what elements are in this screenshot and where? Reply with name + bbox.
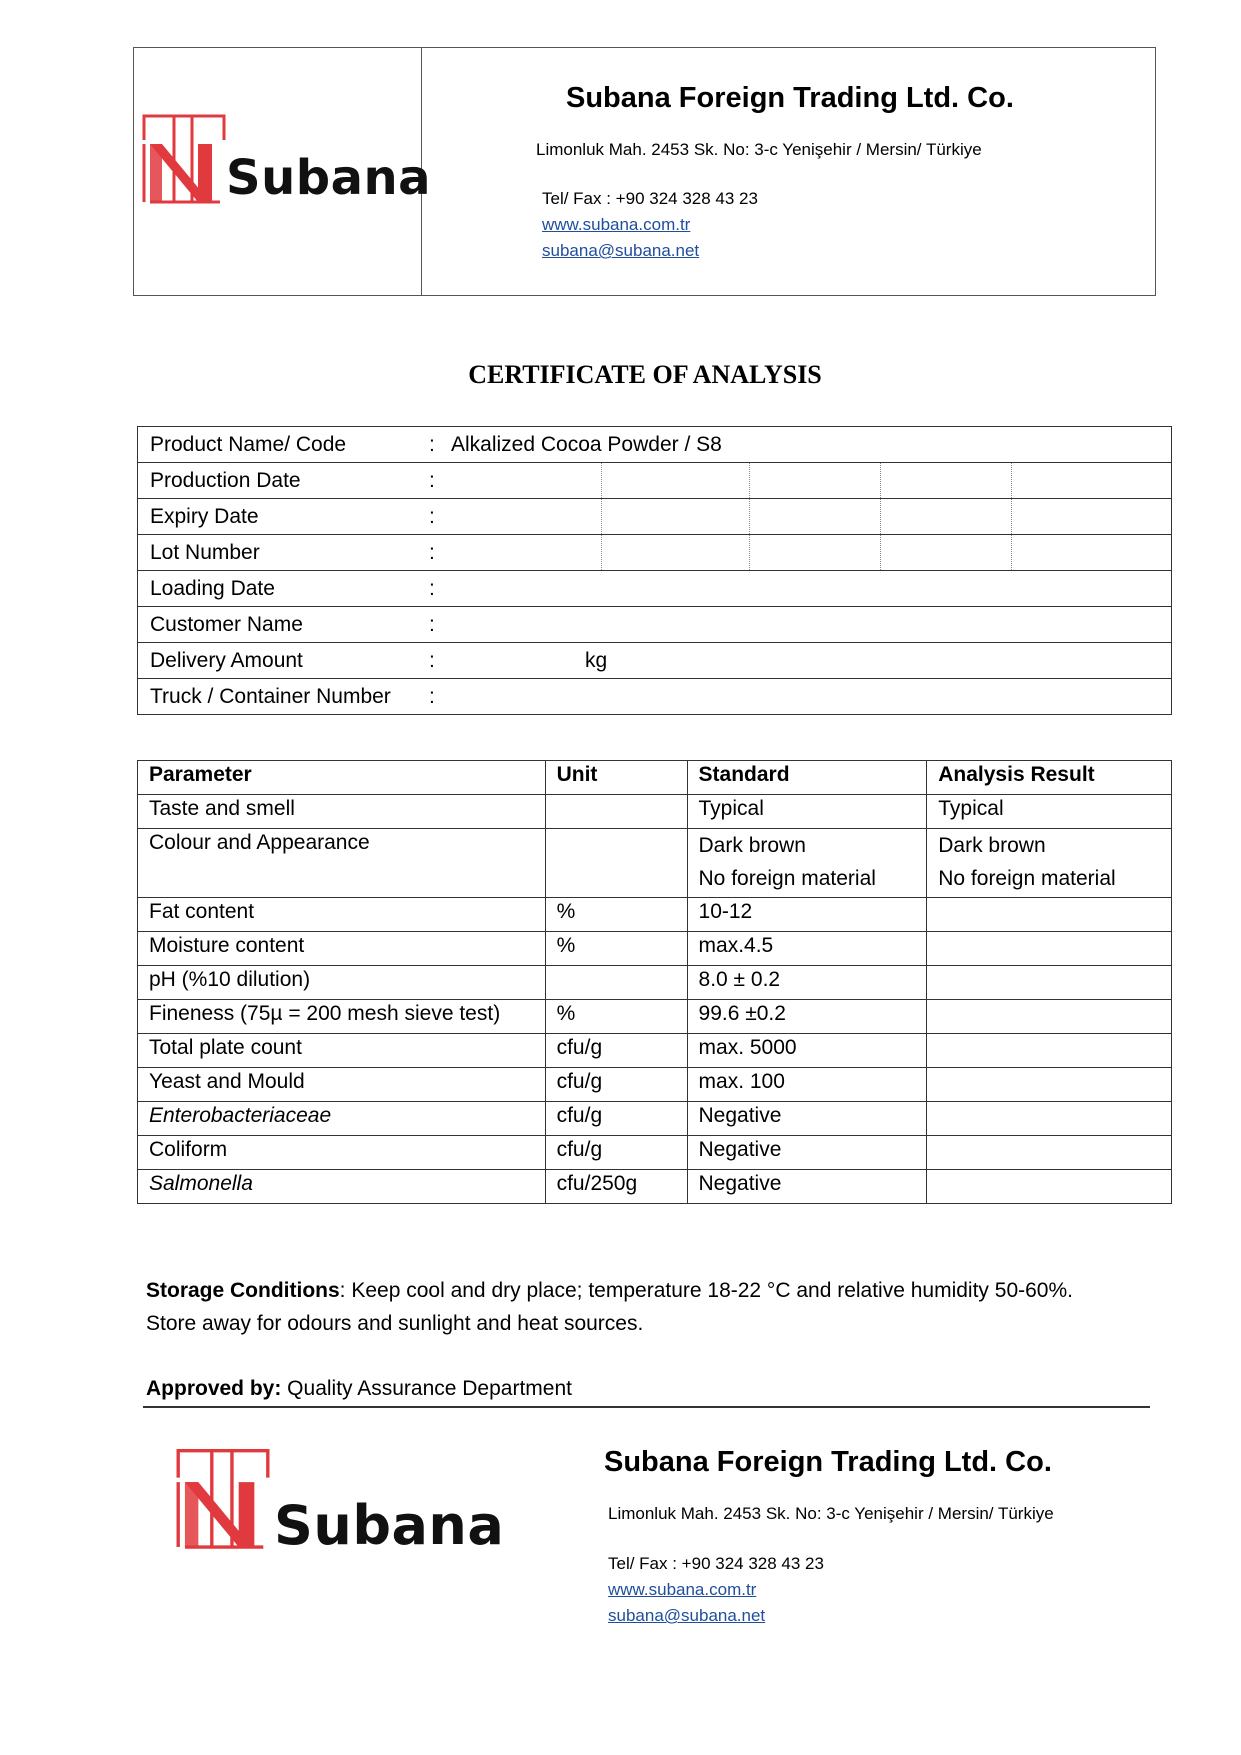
- info-label: Customer Name: [138, 607, 426, 643]
- info-cell: [750, 463, 881, 499]
- param-name: Moisture content: [138, 932, 546, 966]
- footer-email-link[interactable]: subana@subana.net: [608, 1606, 766, 1625]
- analysis-table: [137, 760, 1172, 1204]
- footer-company-name: Subana Foreign Trading Ltd. Co.: [604, 1446, 1052, 1478]
- footer-divider: [143, 1406, 1150, 1408]
- analysis-header-row: [138, 761, 1172, 795]
- param-unit: cfu/g: [545, 1136, 687, 1170]
- info-colon: :: [425, 679, 445, 715]
- product-info-table: [137, 426, 1172, 715]
- result-line: Dark brown: [938, 834, 1046, 857]
- analysis-row: [138, 1034, 1172, 1068]
- company-address: Limonluk Mah. 2453 Sk. No: 3-c Yenişehir / Mersin/ Türkiye: [536, 140, 982, 159]
- param-result: Typical: [927, 795, 1172, 829]
- document-title: CERTIFICATE OF ANALYSIS: [468, 360, 822, 389]
- analysis-row: [138, 1136, 1172, 1170]
- info-cell: [881, 463, 1012, 499]
- info-label: Delivery Amount: [138, 643, 426, 679]
- analysis-row: [138, 966, 1172, 1000]
- param-name: Yeast and Mould: [138, 1068, 546, 1102]
- param-standard: Negative: [687, 1170, 927, 1204]
- subana-logo-icon: [140, 110, 228, 210]
- info-cell: [602, 535, 750, 571]
- param-result: [927, 1136, 1172, 1170]
- info-label: Truck / Container Number: [138, 679, 426, 715]
- info-value: [445, 427, 1172, 463]
- info-cell: [750, 535, 881, 571]
- info-value: [445, 679, 1172, 715]
- info-value: [445, 499, 602, 535]
- param-unit: [545, 966, 687, 1000]
- analysis-row: [138, 932, 1172, 966]
- info-row: [138, 427, 1172, 463]
- header-standard: Standard: [687, 761, 927, 795]
- info-row: [138, 607, 1172, 643]
- info-cell: [1012, 463, 1172, 499]
- logo-word: Subana: [226, 150, 432, 206]
- info-colon: :: [425, 499, 445, 535]
- info-label: Product Name/ Code: [138, 427, 426, 463]
- info-row: [138, 643, 1172, 679]
- param-standard: max. 100: [687, 1068, 927, 1102]
- footer-logo-word: Subana: [274, 1494, 505, 1557]
- param-standard: Negative: [687, 1102, 927, 1136]
- info-value: [445, 607, 1172, 643]
- param-name: Fineness (75µ = 200 mesh sieve test): [138, 1000, 546, 1034]
- info-label: Expiry Date: [138, 499, 426, 535]
- info-cell: [602, 463, 750, 499]
- storage-text-2: Store away for odours and sunlight and heat sources.: [146, 1312, 644, 1335]
- storage-conditions: [146, 1274, 1156, 1340]
- analysis-row: [138, 1068, 1172, 1102]
- info-cell: [750, 499, 881, 535]
- param-unit: [545, 829, 687, 898]
- footer-website-link[interactable]: www.subana.com.tr: [608, 1580, 757, 1599]
- footer-contact-block: [608, 1551, 824, 1629]
- footer-phone-fax: Tel/ Fax : +90 324 328 43 23: [608, 1554, 824, 1573]
- storage-text: : Keep cool and dry place; temperature 18-22 °C and relative humidity 50-60%.: [339, 1279, 1073, 1302]
- standard-line: No foreign material: [698, 867, 876, 890]
- param-result: [927, 1068, 1172, 1102]
- website-link[interactable]: www.subana.com.tr: [542, 215, 691, 234]
- info-value: [445, 535, 602, 571]
- param-standard: max.4.5: [687, 932, 927, 966]
- result-line: No foreign material: [938, 867, 1116, 890]
- info-cell: [1012, 499, 1172, 535]
- param-name: Enterobacteriaceae: [138, 1102, 546, 1136]
- info-row: [138, 571, 1172, 607]
- param-name: Coliform: [138, 1136, 546, 1170]
- param-name: Taste and smell: [138, 795, 546, 829]
- info-colon: :: [425, 571, 445, 607]
- param-unit: cfu/g: [545, 1034, 687, 1068]
- info-unit: kg: [585, 648, 608, 672]
- header-parameter: Parameter: [138, 761, 546, 795]
- info-value-text: Alkalized Cocoa Powder / S8: [451, 432, 722, 456]
- footer-company-address: Limonluk Mah. 2453 Sk. No: 3-c Yenişehir / Mersin/ Türkiye: [608, 1504, 1054, 1523]
- info-cell: [881, 499, 1012, 535]
- analysis-row: [138, 898, 1172, 932]
- analysis-row: [138, 1102, 1172, 1136]
- info-label: Loading Date: [138, 571, 426, 607]
- contact-block: [542, 186, 758, 264]
- param-result: [927, 1000, 1172, 1034]
- param-result: [927, 1102, 1172, 1136]
- company-name: Subana Foreign Trading Ltd. Co.: [566, 82, 1014, 114]
- info-cell: [1012, 535, 1172, 571]
- info-colon: :: [425, 427, 445, 463]
- param-standard: 10-12: [687, 898, 927, 932]
- param-name: Colour and Appearance: [138, 829, 546, 898]
- info-row: [138, 463, 1172, 499]
- param-unit: [545, 795, 687, 829]
- param-name: pH (%10 dilution): [138, 966, 546, 1000]
- param-unit: %: [545, 932, 687, 966]
- param-unit: %: [545, 1000, 687, 1034]
- header-unit: Unit: [545, 761, 687, 795]
- param-standard: Negative: [687, 1136, 927, 1170]
- param-result: [927, 1170, 1172, 1204]
- param-standard: [687, 829, 927, 898]
- email-link[interactable]: subana@subana.net: [542, 241, 700, 260]
- analysis-row: [138, 829, 1172, 898]
- param-name: Salmonella: [138, 1170, 546, 1204]
- info-value: [445, 643, 1172, 679]
- param-result: [927, 898, 1172, 932]
- param-standard: 99.6 ±0.2: [687, 1000, 927, 1034]
- storage-label: Storage Conditions: [146, 1279, 340, 1302]
- param-result: [927, 829, 1172, 898]
- info-value: [445, 463, 602, 499]
- param-result: [927, 1034, 1172, 1068]
- approval: [146, 1372, 572, 1405]
- phone-fax: Tel/ Fax : +90 324 328 43 23: [542, 189, 758, 208]
- param-name: Fat content: [138, 898, 546, 932]
- approval-label: Approved by:: [146, 1377, 282, 1400]
- analysis-row: [138, 795, 1172, 829]
- info-colon: :: [425, 607, 445, 643]
- info-cell: [881, 535, 1012, 571]
- param-unit: cfu/g: [545, 1068, 687, 1102]
- info-row: [138, 535, 1172, 571]
- approval-text: Quality Assurance Department: [281, 1377, 572, 1400]
- info-colon: :: [425, 535, 445, 571]
- param-standard: Typical: [687, 795, 927, 829]
- analysis-row: [138, 1170, 1172, 1204]
- standard-line: Dark brown: [698, 834, 806, 857]
- info-colon: :: [425, 643, 445, 679]
- info-row: [138, 679, 1172, 715]
- info-row: [138, 499, 1172, 535]
- info-value: [445, 571, 1172, 607]
- info-label: Production Date: [138, 463, 426, 499]
- analysis-row: [138, 1000, 1172, 1034]
- header-box: [133, 47, 1156, 296]
- param-standard: 8.0 ± 0.2: [687, 966, 927, 1000]
- param-unit: %: [545, 898, 687, 932]
- param-name: Total plate count: [138, 1034, 546, 1068]
- param-unit: cfu/250g: [545, 1170, 687, 1204]
- footer-logo-icon: [172, 1444, 274, 1556]
- header-result: Analysis Result: [927, 761, 1172, 795]
- info-colon: :: [425, 463, 445, 499]
- info-cell: [602, 499, 750, 535]
- info-label: Lot Number: [138, 535, 426, 571]
- param-result: [927, 966, 1172, 1000]
- param-result: [927, 932, 1172, 966]
- param-unit: cfu/g: [545, 1102, 687, 1136]
- param-standard: max. 5000: [687, 1034, 927, 1068]
